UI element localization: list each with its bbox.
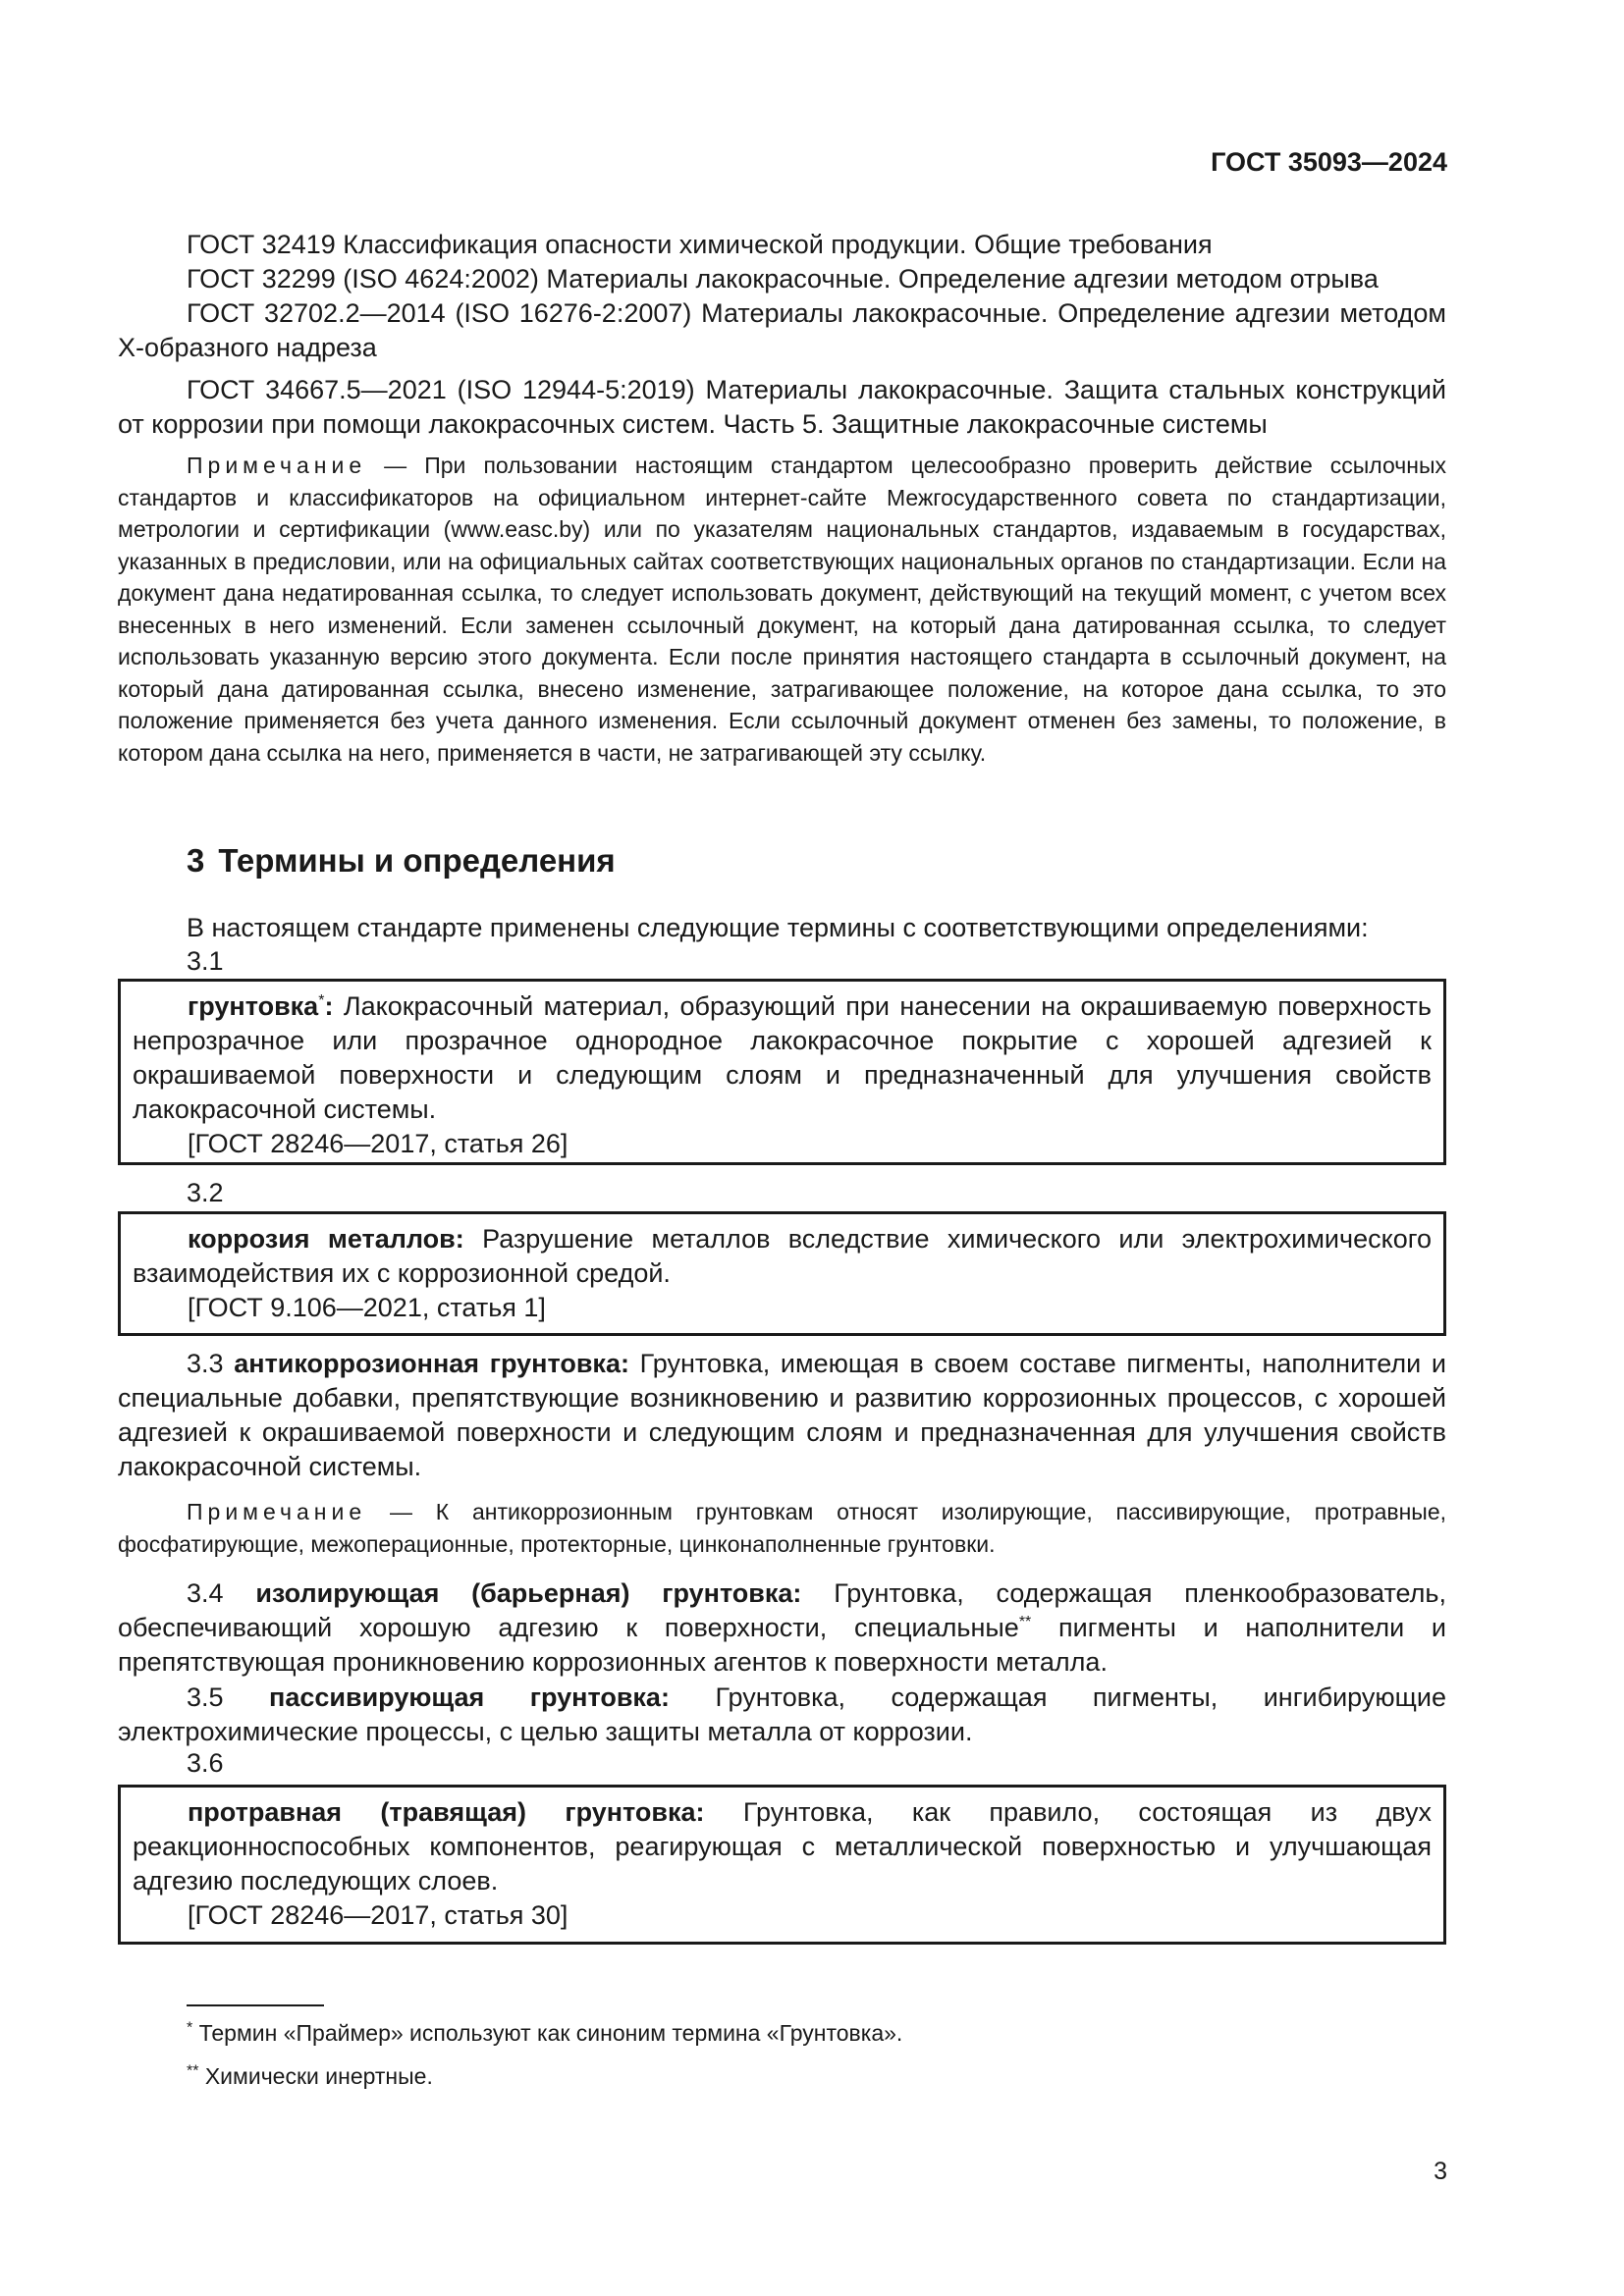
term-number-3-6: 3.6	[187, 1748, 224, 1778]
reference-item: ГОСТ 32419 Классификация опасности химической продукции. Общие требования	[187, 230, 1213, 259]
section-title: Термины и определения	[218, 842, 616, 879]
section-intro: В настоящем стандарте применены следующие термины с соответствующими определениями:	[187, 913, 1369, 942]
footnote	[187, 2063, 433, 2090]
note-text: — К антикоррозионным грунтовкам относят изолирующие, пассивирующие, протравные, фосфатирующие, межоперационные, протекторные, цинконаполненные грунтовки.	[118, 1499, 1446, 1557]
note-references	[118, 450, 1446, 769]
section-number: 3	[187, 842, 205, 879]
reference-item: ГОСТ 34667.5—2021 (ISO 12944-5:2019) Материалы лакокрасочные. Защита стальных конструкций от коррозии при помощи лакокрасочных систем. Часть 5. Защитные лакокрасочные системы	[118, 375, 1446, 439]
term-box-3-1: грунтовка*: Лакокрасочный материал, образующий при нанесении на окрашиваемую поверхность непрозрачное или прозрачное однородное лакокрасочное покрытие с хорошей адгезией к окрашиваемой поверхности и следующим слоям и предназначенный для улучшения свойств лакокрасочной системы. [ГОСТ 28246—2017, статья 26]	[118, 979, 1446, 1165]
term-name: пассивирующая грунтовка:	[269, 1682, 670, 1712]
term-name: изолирующая (барьерная) грунтовка:	[255, 1578, 802, 1608]
term-name: антикоррозионная грунтовка:	[234, 1349, 629, 1378]
term-name: протравная (травящая) грунтовка:	[188, 1797, 705, 1827]
note-label: Примечание	[187, 1499, 367, 1524]
term-name: грунтовка	[188, 991, 319, 1021]
note-label: Примечание	[187, 453, 367, 478]
footnote-text: Термин «Праймер» используют как синоним термина «Грунтовка».	[198, 2020, 903, 2046]
term-number-3-2: 3.2	[187, 1178, 224, 1207]
term-definition: Грунтовка, содержащая пленкообразователь, обеспечивающий хорошую адгезию к поверхности, специальные	[118, 1578, 1446, 1642]
term-number-3-1: 3.1	[187, 946, 224, 976]
footnote-separator	[187, 2004, 324, 2006]
note-anticorrosion	[118, 1496, 1446, 1560]
term-3-3	[118, 1347, 1446, 1484]
term-name: коррозия металлов:	[188, 1224, 464, 1254]
footnote	[187, 2020, 902, 2047]
term-source: [ГОСТ 28246—2017, статья 26]	[188, 1129, 568, 1158]
footnote-mark: **	[187, 2062, 199, 2080]
term-number: 3.3	[187, 1349, 224, 1378]
term-source: [ГОСТ 9.106—2021, статья 1]	[188, 1293, 546, 1322]
term-definition: Лакокрасочный материал, образующий при нанесении на окрашиваемую поверхность непрозрачное или прозрачное однородное лакокрасочное покрытие с хорошей адгезией к окрашиваемой поверхности и следующим слоям и предназначенный для улучшения свойств лакокрасочной системы.	[133, 991, 1432, 1124]
term-source: [ГОСТ 28246—2017, статья 30]	[188, 1900, 568, 1930]
footnote-mark: *	[318, 992, 325, 1009]
footnote-mark: *	[187, 2019, 193, 2037]
term-box-3-6	[118, 1785, 1446, 1945]
note-text: — При пользовании настоящим стандартом целесообразно проверить действие ссылочных стандартов и классификаторов на официальном интернет-сайте Межгосударственного совета по стандартизации, метрологии и сертификации (www.easc.by) или по указателям национальных стандартов, издаваемым в государствах, указанных в предисловии, или на официальных сайтах соответствующих национальных органов по стандартизации. Если на документ дана недатированная ссылка, то следует использовать документ, действующий на текущий момент, с учетом всех внесенных в него изменений. Если заменен ссылочный документ, на который дана датированная ссылка, то следует использовать указанную версию этого документа. Если после принятия настоящего стандарта в ссылочный документ, на который дана датированная ссылка, внесено изменение, затрагивающее положение, на которое дана ссылка, то это положение применяется без учета данного изменения. Если ссылочный документ отменен без замены, то положение, в котором дана ссылка на него, применяется в части, не затрагивающей эту ссылку.	[118, 453, 1446, 766]
term-3-5	[118, 1681, 1446, 1749]
term-3-4	[118, 1576, 1446, 1680]
footnote-text: Химически инертные.	[204, 2063, 433, 2089]
reference-item: ГОСТ 32299 (ISO 4624:2002) Материалы лакокрасочные. Определение адгезии методом отрыва	[187, 264, 1379, 294]
document-id-header: ГОСТ 35093—2024	[1211, 147, 1447, 177]
term-definition: Грунтовка, как правило, состоящая из двух реакционноспособных компонентов, реагирующая с металлической поверхностью и улучшающая адгезию последующих слоев.	[133, 1797, 1432, 1896]
term-definition: Разрушение металлов вследствие химического или электрохимического взаимодействия их с коррозионной средой.	[133, 1224, 1432, 1288]
footnote-mark: **	[1018, 1614, 1032, 1630]
section-heading	[187, 842, 616, 880]
term-definition: Грунтовка, содержащая пигменты, ингибирующие электрохимические процессы, с целью защиты металла от коррозии.	[118, 1682, 1446, 1746]
term-number: 3.5	[187, 1682, 224, 1712]
term-number: 3.4	[187, 1578, 224, 1608]
term-definition-cont: пигменты и наполнители и препятствующая проникновению коррозионных агентов к поверхности металла.	[118, 1613, 1447, 1677]
term-definition: Грунтовка, имеющая в своем составе пигменты, наполнители и специальные добавки, препятствующие возникновению и развитию коррозионных процессов, с хорошей адгезией к окрашиваемой поверхности и следующим слоям и предназначенная для улучшения свойств лакокрасочной системы.	[118, 1349, 1446, 1481]
page-number: 3	[1434, 2158, 1447, 2185]
reference-item: ГОСТ 32702.2—2014 (ISO 16276-2:2007) Материалы лакокрасочные. Определение адгезии методом Х-образного надреза	[118, 298, 1446, 362]
term-box-3-2	[118, 1211, 1446, 1336]
references-list	[118, 228, 1446, 442]
